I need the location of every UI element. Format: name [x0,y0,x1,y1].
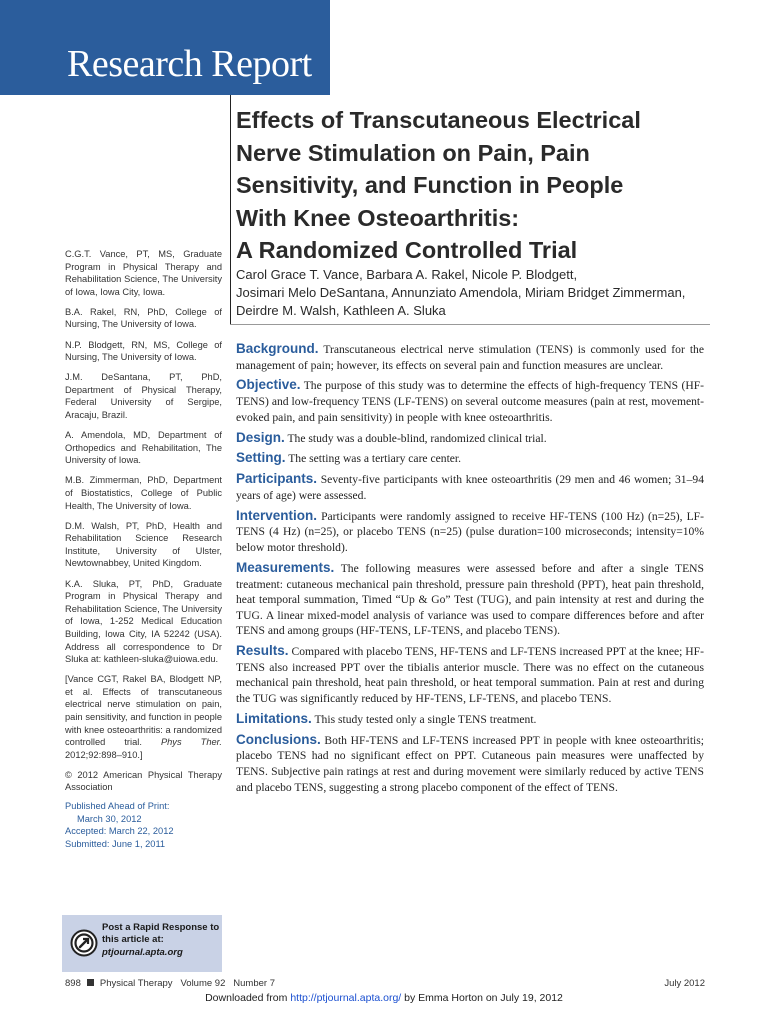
page-number: 898 [65,978,81,989]
issue-date: July 2012 [664,978,705,989]
affiliation-amendola: A. Amendola, MD, Department of Orthopedics and Rehabilitation, The University of Iowa. [65,430,222,466]
abstract-results [236,643,704,706]
rapid-line-2: this article at: [102,934,164,946]
publication-dates [65,800,222,850]
section-heading: Results. [236,643,289,659]
affiliation-blodgett: N.P. Blodgett, RN, MS, College of Nursing, The University of Iowa. [65,339,222,363]
abstract-intervention [236,508,704,556]
section-text: This study tested only a single TENS treatment. [314,712,537,726]
section-heading: Design. [236,429,285,445]
title-vertical-rule [230,95,231,325]
section-heading: Setting. [236,450,286,466]
download-link[interactable]: http://ptjournal.apta.org/ [290,992,402,1004]
square-bullet-icon [87,979,94,986]
affiliation-desantana: J.M. DeSantana, PT, PhD, Department of Physical Therapy, Federal University of Sergipe, Aracaju, Brazil. [65,372,222,421]
section-heading: Participants. [236,471,318,487]
section-heading: Background. [236,341,319,356]
abstract-measurements [236,560,704,639]
abstract-design [236,430,704,447]
banner-title: Research Report [67,43,312,85]
research-report-banner [0,0,330,95]
section-text: The purpose of this study was to determine the effects of high-frequency TENS (HF-TENS) and low-frequency TENS (LF-TENS) on several outcome measures (pain at rest, movement-evoked pain, and pain sensitivity) in people with knee osteoarthritis. [236,379,704,424]
download-prefix: Downloaded from [205,992,291,1004]
title-line: A Randomized Controlled Trial [236,237,578,263]
published-label: Published Ahead of Print: [65,801,170,812]
section-text: Seventy-five participants with knee osteoarthritis (29 men and 46 women; 31–94 years of age) were assessed. [236,473,704,502]
header-divider [230,324,710,325]
author-list [236,266,706,320]
title-line: Effects of Transcutaneous Electrical [236,107,641,133]
section-heading: Objective. [236,377,301,393]
copyright: © 2012 American Physical Therapy Association [65,769,222,793]
footer-left [65,978,275,989]
citation-journal: Phys Ther. [160,737,222,748]
section-text: Compared with placebo TENS, HF-TENS and LF-TENS increased PPT at the knee; HF-TENS also increased PPT over the tibialis anterior muscle. There was no effect on the cutaneous mechanical pain threshold, heat pain threshold, or heat temporal summation. Pain at rest and during the TUG was significantly reduced by HF-TENS, LF-TENS, and placebo TENS. [236,645,704,705]
abstract-setting [236,450,704,467]
abstract-conclusions [236,732,704,795]
affiliation-zimmerman: M.B. Zimmerman, PhD, Department of Biostatistics, College of Public Health, The University of Iowa. [65,475,222,511]
rapid-line-1: Post a Rapid Response to [102,922,220,933]
submitted-date: Submitted: June 1, 2011 [65,838,166,849]
rapid-response-text [102,922,220,959]
affiliation-vance: C.G.T. Vance, PT, MS, Graduate Program in Physical Therapy and Rehabilitation Science, The University of Iowa, Iowa City, Iowa. [65,249,222,297]
abstract-objective [236,377,704,425]
published-date: March 30, 2012 [77,813,142,824]
section-text: Transcutaneous electrical nerve stimulation (TENS) is commonly used for the management of pain; however, its effects on several pain and function measures are unclear. [236,343,704,372]
section-text: The following measures were assessed before and after a single TENS treatment: cutaneous mechanical pain threshold, pressure pain threshold (PPT), heat pain threshold, heat temporal summation, Timed “Up & Go” Test (TUG), and pain intensity at rest and during the TUG. A linear mixed-model analysis of variance was used to compare differences before and after TENS and among groups (HF-TENS, LF-TENS, and placebo TENS). [236,561,704,638]
affiliation-rakel: B.A. Rakel, RN, PhD, College of Nursing, The University of Iowa. [65,306,222,330]
author-line: Deirdre M. Walsh, Kathleen A. Sluka [236,303,446,318]
citation-ref: 2012;92:898–910.] [65,749,143,760]
abstract-background [236,341,704,373]
title-line: With Knee Osteoarthritis: [236,204,520,231]
journal-issue: Physical Therapy Volume 92 Number 7 [99,978,275,989]
section-text: The study was a double-blind, randomized clinical trial. [287,431,547,445]
affiliation-walsh: D.M. Walsh, PT, PhD, Health and Rehabilitation Science Research Institute, University of Ulster, Newtownabbey, United Kingdom. [65,520,222,569]
download-suffix: by Emma Horton on July 19, 2012 [401,992,563,1004]
rapid-response-link[interactable]: ptjournal.apta.org [102,946,183,958]
section-heading: Intervention. [236,507,318,523]
affiliations-column [65,248,222,850]
section-heading: Measurements. [236,559,335,575]
affiliation-sluka: K.A. Sluka, PT, PhD, Graduate Program in Physical Therapy and Rehabilitation Science, The University of Iowa, 1-252 Medical Education Building, Iowa City, IA 52242 (USA). Address all correspondence to Dr Sluka at: kathleen-sluka@uiowa.edu. [65,578,222,665]
rapid-response-icon [70,929,98,957]
section-text: Participants were randomly assigned to receive HF-TENS (100 Hz) (n=25), LF-TENS (4 Hz) (n=25), or placebo TENS (n=25) (pulse duration=100 microseconds; intensity=10% below motor threshold). [236,509,704,555]
abstract-limitations [236,711,704,728]
section-text: Both HF-TENS and LF-TENS increased PPT in people with knee osteoarthritis; placebo TENS had no significant effect on PPT. Cutaneous pain measures were unaffected by TENS. Subjective pain ratings at rest and during movement were similarly reduced by active TENS and placebo TENS, suggesting a strong placebo component of the effect of TENS. [236,733,704,794]
citation [65,673,222,761]
title-line: Sensitivity, and Function in People [236,172,624,198]
section-text: The setting was a tertiary care center. [288,452,462,466]
accepted-date: Accepted: March 22, 2012 [65,826,174,837]
author-line: Josimari Melo DeSantana, Annunziato Amendola, Miriam Bridget Zimmerman, [236,285,686,300]
section-heading: Limitations. [236,710,312,726]
download-notice [0,992,768,1004]
abstract-participants [236,471,704,503]
author-line: Carol Grace T. Vance, Barbara A. Rakel, Nicole P. Blodgett, [236,267,578,282]
rapid-response-box[interactable] [62,915,222,972]
section-heading: Conclusions. [236,731,321,747]
citation-text: [Vance CGT, Rakel BA, Blodgett NP, et al. Effects of transcutaneous electrical nerve stimulation on pain, pain sensitivity, and function in people with knee osteoarthritis: a randomized controlled trial. [65,674,222,748]
abstract [236,341,704,799]
article-title [236,104,706,267]
title-line: Nerve Stimulation on Pain, Pain [236,139,590,166]
